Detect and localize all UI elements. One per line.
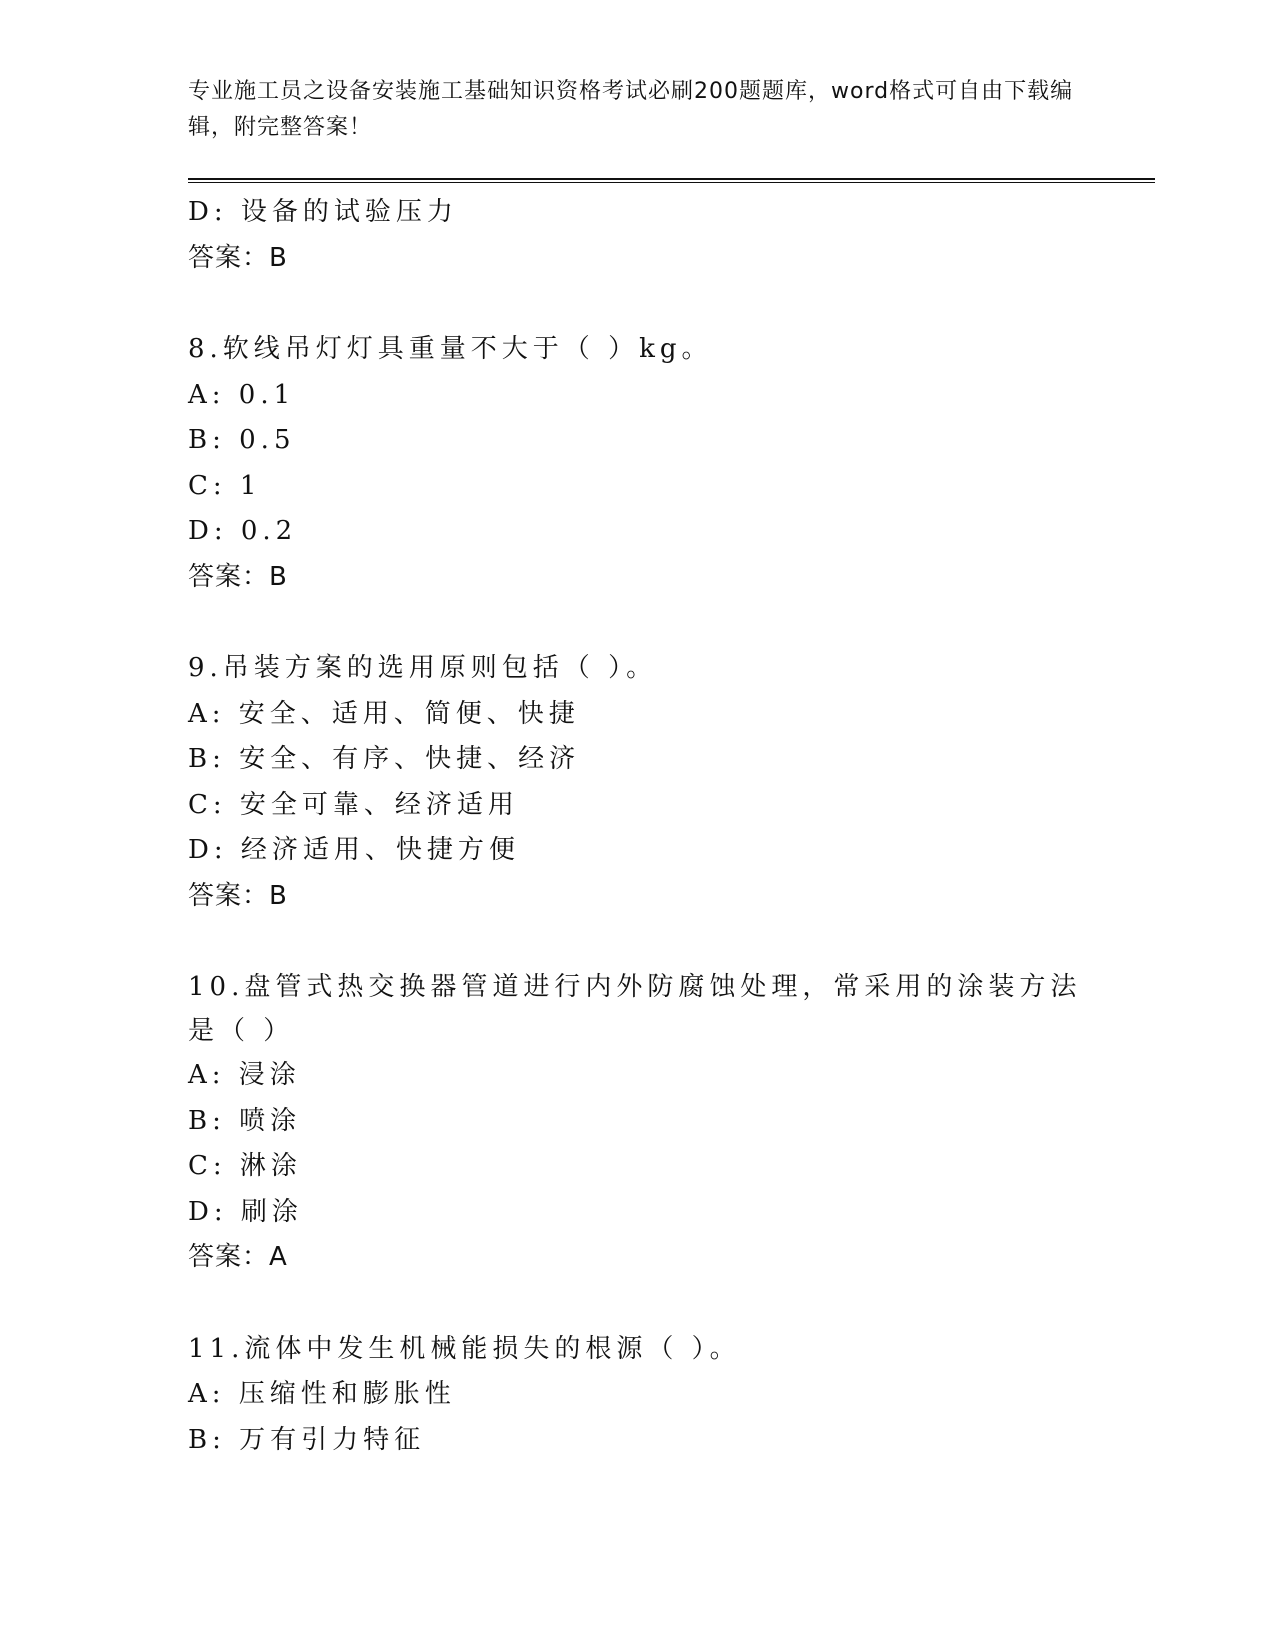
option-b: B: 喷涂 <box>188 1105 302 1136</box>
option-b: B: 0.5 <box>188 425 296 455</box>
answer: 答案：B <box>188 242 288 273</box>
question-stem: 8.软线吊灯灯具重量不大于（ ）kg。 <box>188 334 713 364</box>
option-a: A: 安全、适用、简便、快捷 <box>188 698 580 729</box>
question-10 <box>188 965 1088 1281</box>
question-stem: 11.流体中发生机械能损失的根源（ ）。 <box>188 1333 741 1364</box>
document-header: 专业施工员之设备安装施工基础知识资格考试必刷200题题库，word格式可自由下载编辑，附完整答案！ <box>188 79 1074 140</box>
previous-question-tail <box>188 190 1088 281</box>
option-d: D: 经济适用、快捷方便 <box>188 835 520 865</box>
header-divider <box>188 178 1155 183</box>
option-a: A: 压缩性和膨胀性 <box>188 1379 456 1409</box>
option-a: A: 0.1 <box>188 379 296 410</box>
question-stem: 9.吊装方案的选用原则包括（ ）。 <box>188 653 658 683</box>
option-d: D: 刷涂 <box>188 1196 303 1227</box>
option-d: D: 设备的试验压力 <box>188 197 458 227</box>
option-c: C: 淋涂 <box>188 1151 302 1181</box>
question-content <box>188 190 1088 1463</box>
question-9 <box>188 646 1088 919</box>
question-8 <box>188 327 1088 600</box>
option-b: B: 万有引力特征 <box>188 1424 426 1455</box>
answer: 答案：B <box>188 561 288 592</box>
answer: 答案：A <box>188 1242 288 1272</box>
answer: 答案：B <box>188 880 288 911</box>
option-c: C: 1 <box>188 470 262 501</box>
question-stem: 10.盘管式热交换器管道进行内外防腐蚀处理，常采用的涂装方法是（ ） <box>188 972 1082 1046</box>
option-c: C: 安全可靠、经济适用 <box>188 789 519 820</box>
option-d: D: 0.2 <box>188 516 298 546</box>
option-b: B: 安全、有序、快捷、经济 <box>188 744 581 774</box>
option-a: A: 浸涂 <box>188 1060 301 1090</box>
question-11 <box>188 1327 1088 1464</box>
